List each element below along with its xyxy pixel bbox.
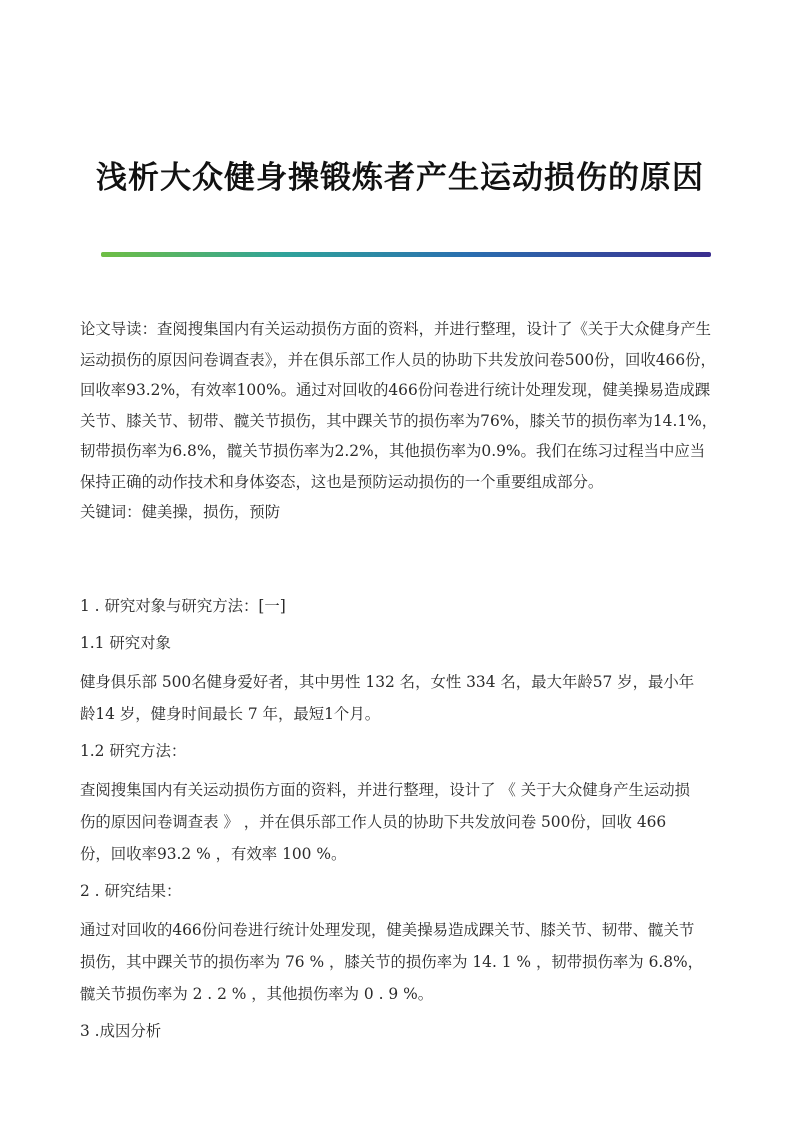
title-divider	[101, 252, 711, 257]
subsection-1-2-heading: 1.2 研究方法：	[80, 742, 187, 760]
subsection-1-1-heading: 1.1 研究对象	[80, 634, 171, 652]
section-1-heading: 1 . 研究对象与研究方法：[一]	[80, 597, 286, 615]
abstract-paragraph: 论文导读：查阅搜集国内有关运动损伤方面的资料，并进行整理，设计了《关于大众健身产生运动损伤的原因问卷调查表》，并在俱乐部工作人员的协助下共发放问卷500份，回收466份，回收率93.2%，有效率100%。通过对回收的466份问卷进行统计处理发现，健美操易造成踝关节、膝关节、韧带、髋关节损伤，其中踝关节的损伤率为76%，膝关节的损伤率为14.1%，韧带损伤率为6.8%，髋关节损伤率为2.2%，其他损伤率为0.9%。我们在练习过程当中应当保持正确的动作技术和身体姿态，这也是预防运动损伤的一个重要组成部分。	[80, 320, 718, 491]
body-line: 查阅搜集国内有关运动损伤方面的资料，并进行整理，设计了 《 关于大众健身产生运动损	[80, 781, 691, 799]
body-line: 髋关节损伤率为 2 . 2 % ，其他损伤率为 0 . 9 %。	[80, 985, 434, 1003]
abstract-block	[80, 314, 720, 528]
body-line: 伤的原因问卷调查表 》 ，并在俱乐部工作人员的协助下共发放问卷 500份，回收 466	[80, 813, 667, 831]
section-2-heading: 2 . 研究结果：	[80, 882, 182, 900]
page-title: 浅析大众健身操锻炼者产生运动损伤的原因	[96, 160, 704, 196]
section-3-heading: 3 .成因分析	[80, 1022, 162, 1040]
body-line: 损伤，其中踝关节的损伤率为 76 % ，膝关节的损伤率为 14. 1 % ，韧带损伤率为 6.8%，	[80, 953, 704, 971]
keywords-line: 关键词：健美操，损伤，预防	[80, 503, 281, 521]
body-line: 通过对回收的466份问卷进行统计处理发现，健美操易造成踝关节、膝关节、韧带、髋关节	[80, 921, 695, 939]
body-line: 份，回收率93.2 % ，有效率 100 %。	[80, 845, 347, 863]
body-line: 龄14 岁，健身时间最长 7 年，最短1个月。	[80, 705, 381, 723]
body-line: 健身俱乐部 500名健身爱好者，其中男性 132 名，女性 334 名，最大年龄57 岁，最小年	[80, 673, 695, 691]
